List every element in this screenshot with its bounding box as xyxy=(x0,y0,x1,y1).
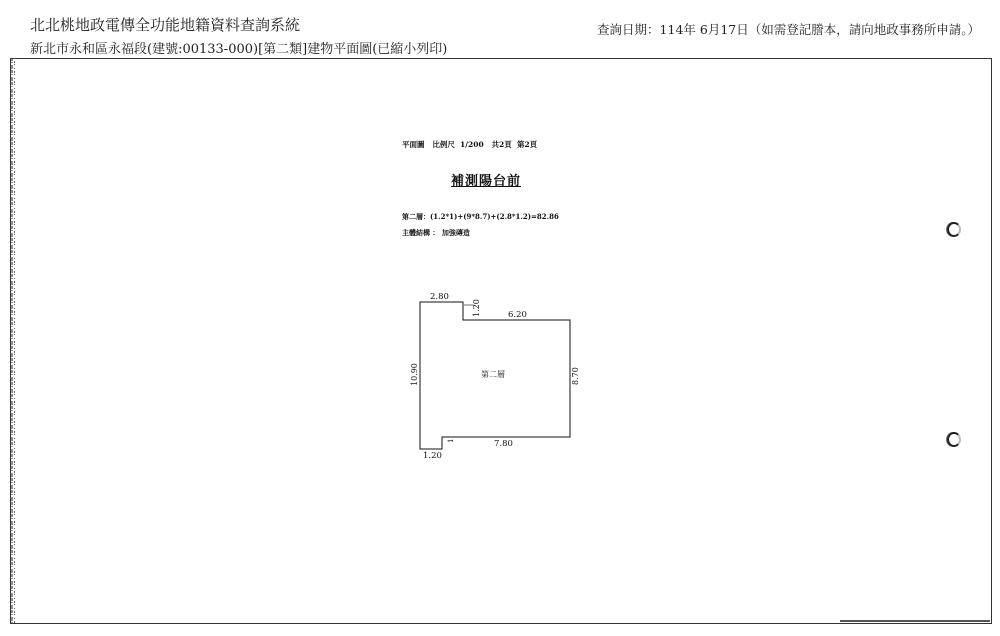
main-structure: 主體結構 ： 加強磚造 xyxy=(402,228,470,237)
punch-hole-bottom xyxy=(947,432,961,447)
dim-notch-height: 1.20 xyxy=(472,299,481,317)
scan-edge-noise xyxy=(10,58,17,624)
area-calculation: 第二層：(1.2*1)+(9*8.7)+(2.8*1.2)=82.86 xyxy=(402,212,559,221)
floor-label: 第二層 xyxy=(481,370,505,379)
dim-bottom-right: 7.80 xyxy=(494,439,513,449)
sheet-bottom-mark xyxy=(840,620,990,622)
document-subtitle: 新北市永和區永福段(建號:00133-000)[第二類]建物平面圖(已縮小列印) xyxy=(30,42,448,57)
dim-right-side: 8.70 xyxy=(571,367,580,385)
punch-hole-top xyxy=(947,222,961,237)
query-date: 查詢日期：114年 6月17日（如需登記謄本，請向地政事務所申請。） xyxy=(597,22,980,37)
dim-top-right: 6.20 xyxy=(508,310,527,320)
dim-bottom-step: 1 xyxy=(447,438,455,443)
dim-bottom-left: 1.20 xyxy=(423,451,442,461)
dim-left-side: 10.90 xyxy=(410,363,419,386)
dim-top-left: 2.80 xyxy=(430,292,449,302)
plan-heading: 平面圖 比例尺 1/200 共2頁 第2頁 xyxy=(402,140,538,149)
system-title: 北北桃地政電傳全功能地籍資料查詢系統 xyxy=(30,16,301,34)
plan-name: 補測陽台前 xyxy=(451,174,522,189)
